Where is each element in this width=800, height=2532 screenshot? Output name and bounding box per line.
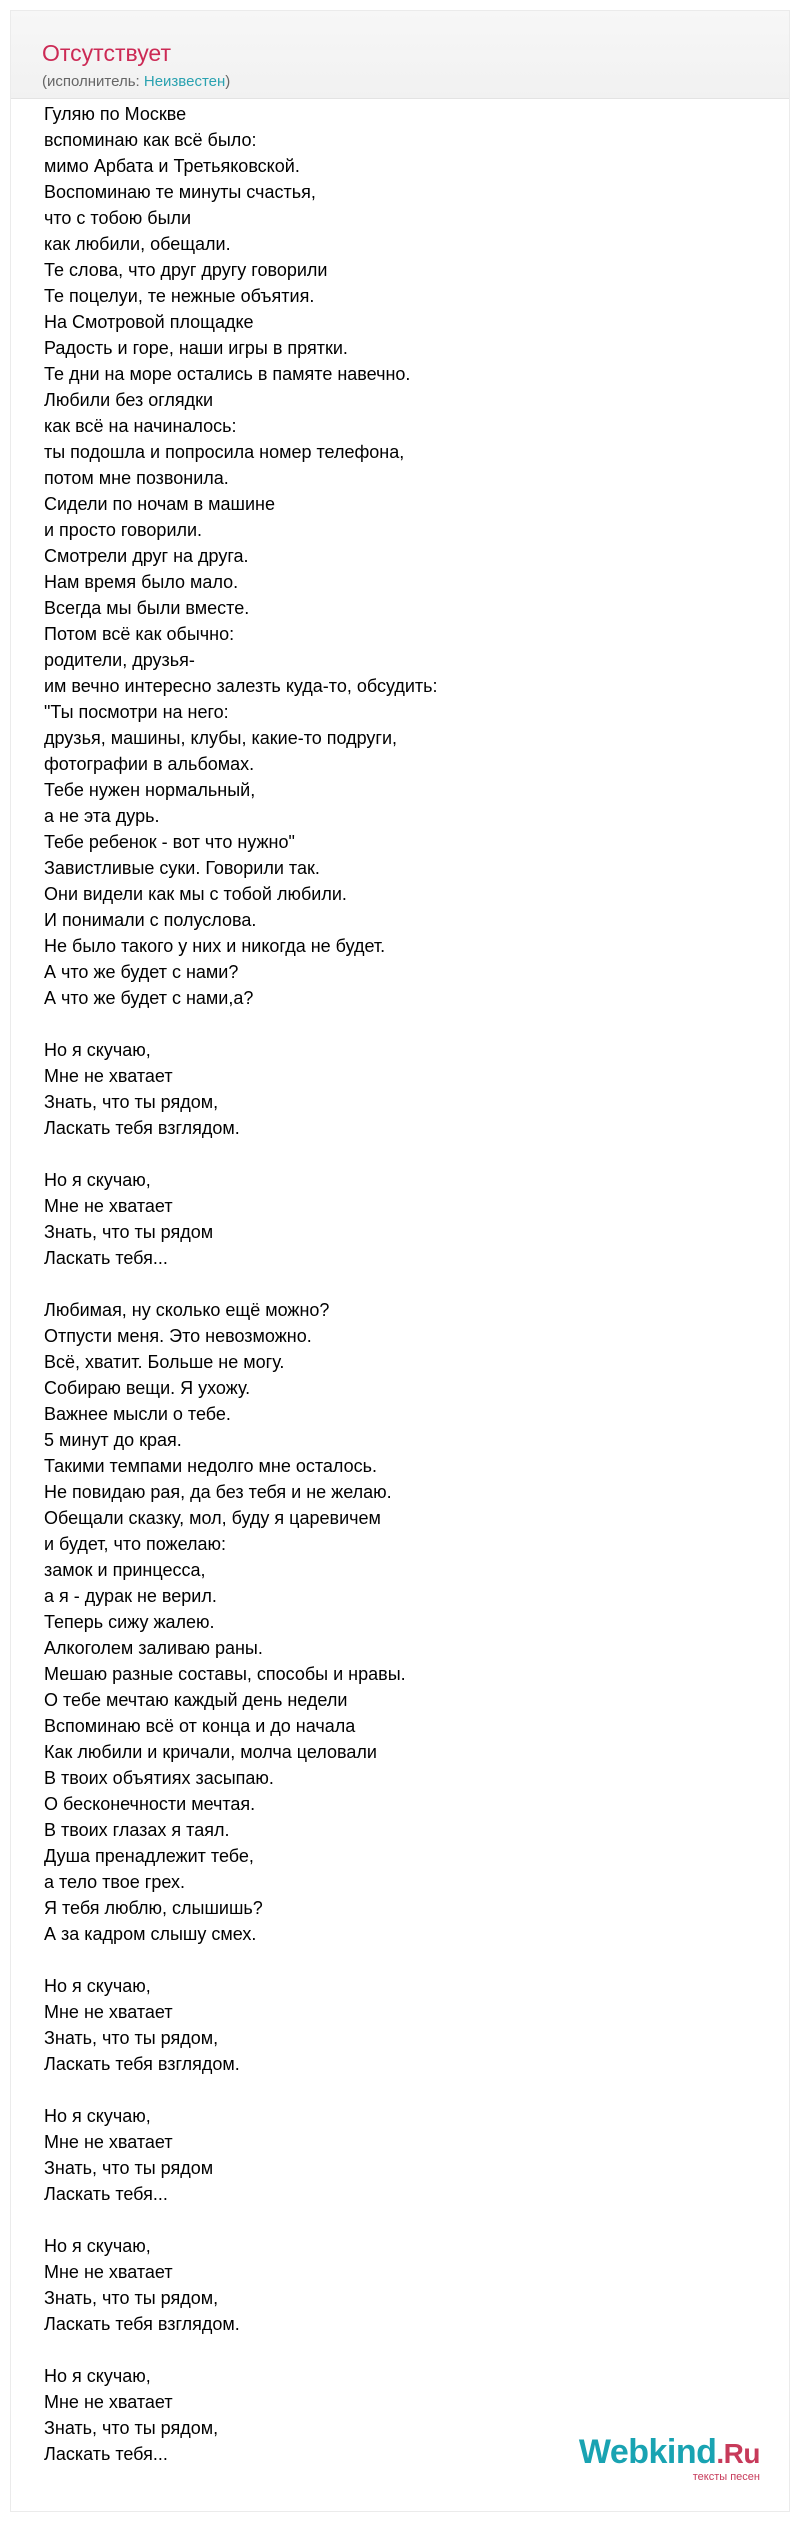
lyric-line: ты подошла и попросила номер телефона, — [44, 442, 405, 462]
song-header — [11, 11, 789, 99]
lyric-line: Собираю вещи. Я ухожу. — [44, 1378, 251, 1398]
lyric-line: Знать, что ты рядом, — [44, 1092, 219, 1112]
lyric-line: А что же будет с нами,а? — [44, 988, 254, 1008]
lyric-line: А что же будет с нами? — [44, 962, 239, 982]
lyric-line: Но я скучаю, — [44, 2106, 151, 2126]
lyric-line: Они видели как мы с тобой любили. — [44, 884, 347, 904]
lyric-line: фотографии в альбомах. — [44, 754, 255, 774]
lyric-line: Смотрели друг на друга. — [44, 546, 249, 566]
lyric-line: На Смотровой площадке — [44, 312, 254, 332]
lyric-line: Знать, что ты рядом — [44, 2158, 214, 2178]
lyric-line: а я - дурак не верил. — [44, 1586, 217, 1606]
lyric-line: Ласкать тебя... — [44, 2184, 168, 2204]
lyric-line: Мне не хватает — [44, 2392, 173, 2412]
lyric-line: В твоих объятиях засыпаю. — [44, 1768, 274, 1788]
lyric-line: Ласкать тебя... — [44, 2444, 168, 2464]
lyric-line: Тебе нужен нормальный, — [44, 780, 256, 800]
artist-prefix: (исполнитель: — [42, 73, 144, 90]
lyric-line: Но я скучаю, — [44, 1976, 151, 1996]
lyric-line: Душа пренадлежит тебе, — [44, 1846, 254, 1866]
lyric-line: им вечно интересно залезть куда-то, обсудить: — [44, 676, 438, 696]
lyric-line: Но я скучаю, — [44, 2236, 151, 2256]
lyric-line: Вспоминаю всё от конца и до начала — [44, 1716, 356, 1736]
lyric-line: Ласкать тебя взглядом. — [44, 2054, 240, 2074]
lyric-line: как любили, обещали. — [44, 234, 231, 254]
lyric-blank-line — [44, 1141, 764, 1167]
lyric-line: а тело твое грех. — [44, 1872, 186, 1892]
lyric-line: О тебе мечтаю каждый день недели — [44, 1690, 348, 1710]
lyric-line: Я тебя люблю, слышишь? — [44, 1898, 263, 1918]
lyric-line: Воспоминаю те минуты счастья, — [44, 182, 316, 202]
lyrics-text — [44, 101, 764, 2467]
lyric-line: Знать, что ты рядом, — [44, 2418, 219, 2438]
lyric-line: Завистливые суки. Говорили так. — [44, 858, 320, 878]
lyric-line: Знать, что ты рядом, — [44, 2028, 219, 2048]
lyric-line: Мешаю разные составы, способы и нравы. — [44, 1664, 406, 1684]
lyric-line: "Ты посмотри на него: — [44, 702, 229, 722]
lyric-line: как всё на начиналось: — [44, 416, 237, 436]
lyric-line: Те слова, что друг другу говорили — [44, 260, 328, 280]
lyric-line: Но я скучаю, — [44, 2366, 151, 2386]
lyric-line: И понимали с полуслова. — [44, 910, 257, 930]
lyric-line: Гуляю по Москве — [44, 104, 187, 124]
lyric-blank-line — [44, 2207, 764, 2233]
lyric-line: Знать, что ты рядом — [44, 1222, 214, 1242]
lyric-line: Отпусти меня. Это невозможно. — [44, 1326, 312, 1346]
lyric-line: Радость и горе, наши игры в прятки. — [44, 338, 348, 358]
lyric-line: Ласкать тебя взглядом. — [44, 2314, 240, 2334]
logo-tld: .Ru — [716, 2438, 760, 2469]
lyric-line: что с тобою были — [44, 208, 192, 228]
lyric-line: потом мне позвонила. — [44, 468, 229, 488]
artist-link[interactable]: Неизвестен — [143, 73, 226, 90]
lyric-line: Теперь сижу жалею. — [44, 1612, 215, 1632]
logo-brand: Webkind — [578, 2433, 717, 2471]
lyric-line: Не повидаю рая, да без тебя и не желаю. — [44, 1482, 392, 1502]
lyric-line: мимо Арбата и Третьяковской. — [44, 156, 300, 176]
lyric-line: А за кадром слышу смех. — [44, 1924, 257, 1944]
lyric-line: Потом всё как обычно: — [44, 624, 235, 644]
lyric-line: Те дни на море остались в памяте навечно. — [44, 364, 411, 384]
lyric-line: Как любили и кричали, молча целовали — [44, 1742, 377, 1762]
lyric-line: Алкоголем заливаю раны. — [44, 1638, 263, 1658]
lyric-line: друзья, машины, клубы, какие-то подруги, — [44, 728, 398, 748]
page — [10, 10, 790, 2512]
lyric-line: Нам время было мало. — [44, 572, 239, 592]
lyric-blank-line — [44, 2077, 764, 2103]
lyric-line: 5 минут до края. — [44, 1430, 182, 1450]
lyric-line: Мне не хватает — [44, 2002, 173, 2022]
lyric-line: Не было такого у них и никогда не будет. — [44, 936, 386, 956]
lyric-line: Ласкать тебя... — [44, 1248, 168, 1268]
lyric-line: а не эта дурь. — [44, 806, 160, 826]
lyric-line: Знать, что ты рядом, — [44, 2288, 219, 2308]
lyric-line: Важнее мысли о тебе. — [44, 1404, 231, 1424]
logo-tagline: тексты песен — [692, 2471, 760, 2483]
song-title: Отсутствует — [42, 40, 171, 66]
lyric-line: замок и принцесса, — [44, 1560, 206, 1580]
lyric-line: вспоминаю как всё было: — [44, 130, 257, 150]
lyric-line: О бесконечности мечтая. — [44, 1794, 256, 1814]
lyric-line: Мне не хватает — [44, 2132, 173, 2152]
lyric-line: Мне не хватает — [44, 1066, 173, 1086]
lyric-line: Мне не хватает — [44, 2262, 173, 2282]
lyric-line: Любили без оглядки — [44, 390, 214, 410]
lyric-blank-line — [44, 2337, 764, 2363]
lyric-blank-line — [44, 1271, 764, 1297]
artist-suffix: ) — [225, 73, 231, 90]
artist-line — [42, 73, 230, 90]
lyric-line: родители, друзья- — [44, 650, 195, 670]
lyric-line: Всегда мы были вместе. — [44, 598, 250, 618]
lyric-line: и просто говорили. — [44, 520, 203, 540]
lyric-blank-line — [44, 1011, 764, 1037]
lyric-line: Любимая, ну сколько ещё можно? — [44, 1300, 330, 1320]
webkind-logo[interactable] — [560, 2433, 760, 2481]
lyric-line: Те поцелуи, те нежные объятия. — [44, 286, 315, 306]
lyric-line: Ласкать тебя взглядом. — [44, 1118, 240, 1138]
lyric-line: и будет, что пожелаю: — [44, 1534, 226, 1554]
lyric-line: Обещали сказку, мол, буду я царевичем — [44, 1508, 381, 1528]
lyric-blank-line — [44, 1947, 764, 1973]
lyric-line: Но я скучаю, — [44, 1040, 151, 1060]
lyric-line: Всё, хватит. Больше не могу. — [44, 1352, 285, 1372]
lyric-line: В твоих глазах я таял. — [44, 1820, 230, 1840]
lyric-line: Такими темпами недолго мне осталось. — [44, 1456, 378, 1476]
lyric-line: Тебе ребенок - вот что нужно" — [44, 832, 295, 852]
lyric-line: Но я скучаю, — [44, 1170, 151, 1190]
lyric-line: Сидели по ночам в машине — [44, 494, 276, 514]
lyric-line: Мне не хватает — [44, 1196, 173, 1216]
logo-wordmark — [579, 2433, 760, 2472]
